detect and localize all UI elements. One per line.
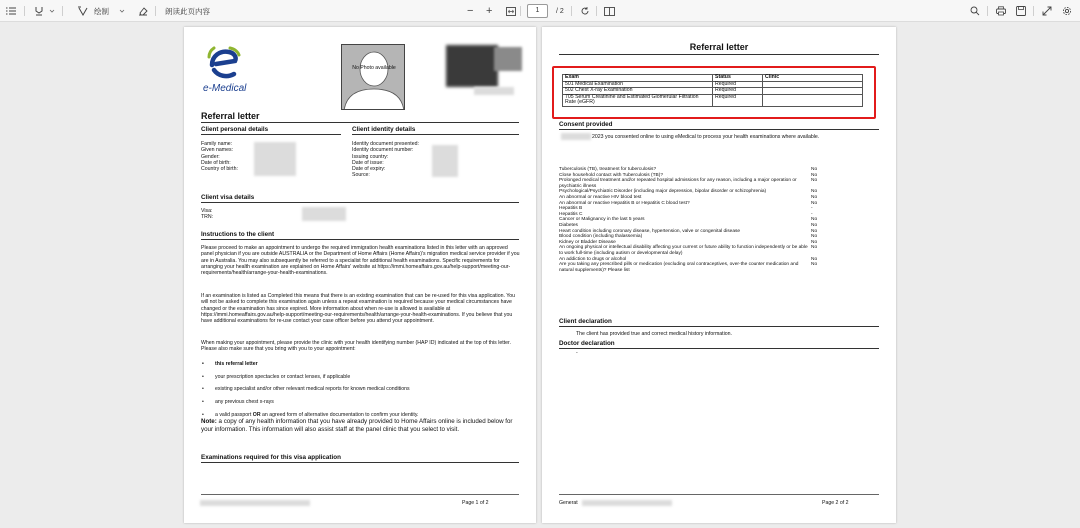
visa-heading: Client visa details (201, 194, 255, 201)
search-icon[interactable] (970, 0, 980, 22)
table-row: 501 Medical Examination Required (563, 81, 863, 88)
list-item: An abnormal or reactive Hepatitis B or Hepatitis C blood test? No (559, 200, 818, 206)
list-item: Hepatitis B - (559, 206, 813, 212)
col-clinic: Clinic (763, 75, 863, 82)
contents-icon[interactable] (6, 0, 16, 22)
pdf-toolbar (0, 0, 1080, 22)
no-photo-text: No Photo available (352, 65, 396, 71)
list-item: • any previous chest x-rays (201, 399, 521, 405)
zoom-out-button[interactable]: − (467, 5, 474, 17)
health-questions (559, 167, 879, 273)
logo-text: e-Medical (203, 83, 247, 94)
doctor-declaration-heading: Doctor declaration (559, 340, 615, 347)
list-item: Heart condition including coronary disease, hypertension, valve or congenital disease No (559, 228, 818, 234)
exams-heading: Examinations required for this visa application (201, 454, 341, 461)
instructions-paragraph-2: If an examination is listed as Completed this means that there is an existing examination that can be re-used for this visa application. You will not be asked to complete this examination again unless a repeat examination is required because your medical circumstances have changed or the examination has since expired. More information about when re-use is allowed is available at https://immi.homeaffairs.gov.au/help-support/meeting-our-requirements/health/arrange-your-health-examinations. If you believe that you have additional examinations for re-use contact your case officer before you attend your appointment. (201, 293, 516, 325)
list-item: Close household contact with Tuberculosis (TB)? No (559, 172, 818, 178)
bring-items-list (201, 361, 521, 424)
client-declaration-text: The client has provided true and correct medical history information. (576, 331, 732, 337)
list-item: An abnormal or reactive HIV blood test No (559, 194, 818, 200)
print-icon[interactable] (996, 0, 1006, 22)
page-title: Referral letter (201, 111, 260, 121)
list-item: • your prescription spectacles or contact lenses, if applicable (201, 374, 521, 380)
chevron-down-icon[interactable] (119, 0, 125, 22)
consent-heading: Consent provided (559, 121, 613, 128)
list-item: An ongoing physical or intellectual disability affecting your current or future ability to function independently or be able to work full-time (including autism or developmental delay) No (559, 245, 818, 256)
page-footer-number: Page 2 of 2 (822, 500, 849, 506)
list-item: An addiction to drugs or alcohol No (559, 256, 818, 262)
eraser-icon[interactable] (138, 0, 148, 22)
save-icon[interactable] (1016, 0, 1026, 22)
highlight-icon[interactable] (34, 0, 44, 22)
pdf-page-2 (542, 27, 896, 523)
read-aloud-button[interactable]: 朗读此页内容 (165, 6, 210, 16)
col-status: Status (713, 75, 763, 82)
table-row: 705 Serum Creatinine and Estimated Glomerular Filtration Rate (eGFR) Required (563, 94, 863, 106)
list-item: Tuberculosis (TB), treatment for tuberculosis? No (559, 167, 818, 172)
doctor-declaration-text: - (576, 350, 578, 356)
list-item: Cancer or Malignancy in the last 5 years No (559, 217, 818, 223)
table-row: 502 Chest X-ray Examination Required (563, 88, 863, 95)
list-item: Psychological/Psychiatric Disorder (including major depression, bipolar disorder or schizophrenia) No (559, 189, 818, 195)
two-page-view-icon[interactable] (604, 0, 615, 22)
zoom-in-button[interactable]: + (486, 5, 493, 17)
col-exam: Exam (563, 75, 713, 82)
gear-icon[interactable] (1062, 0, 1072, 22)
red-highlight-box (552, 66, 876, 119)
emedical-logo (206, 45, 242, 84)
personal-details-labels: Family name: Given names: Gender: Date of birth: Country of birth: (201, 141, 238, 173)
instructions-heading: Instructions to the client (201, 231, 275, 238)
expand-icon[interactable] (1042, 0, 1052, 22)
instructions-paragraph-1: Please proceed to make an appointment to undergo the required immigration health examinations listed in this letter with an approved panel physician if you are outside AUSTRALIA or the Department of Home Affairs (Home Affairs)'s migration medical service provider if you are in Australia. You may also subsequently be referred to a specialist for additional health examinations. Specific requirements for arranging your health examination are explained on Home Affairs' website at https://immi.homeaffairs.gov.au/help-support/meeting-our-requirements/health/arrange-your-health-examinations. (201, 245, 520, 277)
client-personal-heading: Client personal details (201, 126, 269, 133)
fit-page-icon[interactable] (506, 0, 516, 22)
list-item: • this referral letter (201, 361, 521, 367)
list-item: Diabetes No (559, 222, 818, 228)
list-item: • existing specialist and/or other relevant medical reports for known medical conditions (201, 386, 521, 392)
list-item: • a valid passport OR an agreed form of alternative documentation to confirm your identity. (201, 412, 521, 418)
pdf-page-1 (184, 27, 536, 523)
client-identity-heading: Client identity details (352, 126, 416, 133)
page-footer-number: Page 1 of 2 (462, 500, 489, 506)
instructions-paragraph-3: When making your appointment, please provide the clinic with your health identifying number (HAP ID) indicated at the top of this letter. Please also make sure that you bring with you to your appointment: (201, 340, 511, 353)
visa-labels: Visa: TRN: (201, 208, 214, 221)
list-item: Hepatitis C - (559, 211, 813, 217)
identity-details-labels: Identity document presented: Identity document number: Issuing country: Date of issue: Date of expiry: Source: (352, 141, 419, 179)
page-number-input[interactable]: 1 (527, 4, 548, 18)
list-item: Kidney or Bladder Disease No (559, 239, 818, 245)
list-item: Are you taking any prescribed pills or medication (excluding oral contraceptives, over-the counter medication and natural supplements)? Please list No (559, 262, 818, 273)
list-item: Prolonged medical treatment and/or repeated hospital admissions for any reason, including a major operation or psychiatric illness No (559, 178, 818, 189)
draw-icon[interactable] (78, 0, 88, 22)
consent-text: 2023 you consented online to using eMedical to process your health examinations where available. (592, 134, 820, 140)
total-pages: / 2 (556, 7, 564, 15)
rotate-icon[interactable] (580, 0, 590, 22)
client-declaration-heading: Client declaration (559, 318, 612, 325)
draw-button[interactable]: 绘制 (94, 6, 109, 16)
footer-generated: Generat (559, 500, 578, 506)
list-item: Blood condition (including thalassemia) No (559, 234, 818, 240)
photo-placeholder (341, 44, 405, 110)
chevron-down-icon[interactable] (49, 0, 55, 22)
note-text: Note: a copy of any health information that you have already provided to Home Affairs online is included below for your information. This information will also assist staff at the panel clinic that you select to visit. (201, 418, 513, 433)
page-title: Referral letter (689, 42, 749, 52)
